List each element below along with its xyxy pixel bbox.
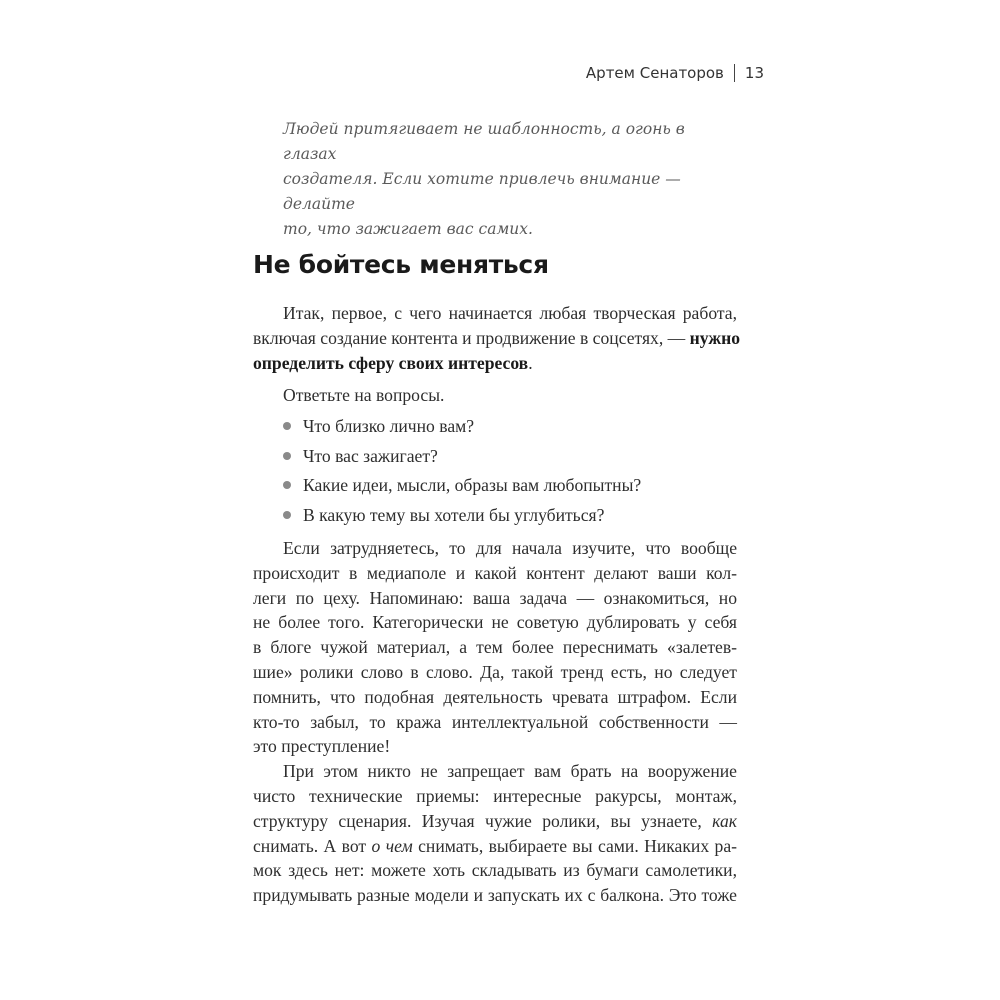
text-span: не более того. Категорически не советую дублировать у себя: [253, 612, 737, 633]
text-span: Итак, первое, с чего начинается любая творческая работа,: [283, 303, 737, 323]
bold-text: определить сферу своих интересов: [253, 353, 529, 373]
header-divider: [734, 64, 735, 82]
section-title: Не бойтесь меняться: [253, 250, 549, 279]
text-span: в блоге чужой материал, а тем более переснимать «залетев-: [253, 637, 737, 658]
text-span: кто-то забыл, то кража интеллектуальной собственности —: [253, 711, 737, 732]
text-line: [253, 734, 737, 759]
italic-text: как: [712, 810, 737, 831]
text-line: [253, 809, 737, 834]
text-line: [253, 685, 737, 710]
text-line: [253, 710, 737, 735]
text-span: структуру сценария. Изучая чужие ролики, вы узнаете,: [253, 810, 713, 831]
italic-text: о чем: [371, 835, 413, 856]
list-item: [277, 473, 641, 503]
quote-line: создателя. Если хотите привлечь внимание — делайте: [283, 170, 681, 213]
list-item-text: Что вас зажигает?: [303, 445, 438, 466]
text-line: [253, 759, 737, 784]
text-line: [253, 561, 737, 586]
text-span: леги по цеху. Напоминаю: ваша задача — ознакомиться, но: [253, 587, 737, 608]
text-line: [253, 883, 737, 908]
bullet-icon: [283, 422, 291, 430]
text-span: придумывать разные модели и запускать их с балкона. Это тоже: [253, 885, 737, 906]
author-name: Артем Сенаторов: [585, 64, 724, 82]
text-span: это преступление!: [253, 736, 391, 757]
bullet-icon: [283, 481, 291, 489]
text-line: [253, 635, 737, 660]
quote-line: Людей притягивает не шаблонность, а огонь в глазах: [283, 120, 685, 163]
text-span: шие» ролики слово в слово. Да, такой тренд есть, но следует: [253, 661, 737, 682]
text-span: Если затрудняетесь, то для начала изучите, что вообще: [283, 538, 737, 558]
text-span: включая создание контента и продвижение в соцсетях, —: [253, 328, 690, 348]
text-line: [253, 301, 737, 326]
text-line: [253, 326, 741, 351]
running-header: [586, 64, 764, 82]
bold-text: нужно: [689, 328, 741, 348]
page-number: 13: [744, 64, 764, 82]
text-span: снимать, выбираете вы сами. Никаких ра-: [412, 835, 737, 856]
text-span: .: [528, 353, 533, 373]
list-item-text: В какую тему вы хотели бы углубиться?: [303, 505, 605, 526]
questions-intro-text: Ответьте на вопросы.: [283, 385, 445, 405]
text-span: При этом никто не запрещает вам брать на вооружение: [283, 761, 737, 782]
list-item: [277, 503, 641, 533]
text-line: [253, 834, 737, 859]
list-item-text: Что близко лично вам?: [303, 416, 475, 436]
questions-list: [277, 414, 641, 533]
text-line: [253, 351, 737, 376]
questions-intro: [253, 383, 737, 408]
text-span: снимать. А вот: [253, 835, 372, 856]
text-span: происходит в медиаполе и какой контент делают ваши кол-: [253, 562, 737, 583]
body-text: [253, 536, 737, 908]
list-item: [277, 414, 641, 444]
text-line: [253, 610, 737, 635]
quote-line: то, что зажигает вас самих.: [283, 220, 533, 238]
text-line: [253, 536, 737, 561]
text-line: [253, 660, 737, 685]
text-line: [253, 586, 737, 611]
text-span: чисто технические приемы: интересные ракурсы, монтаж,: [253, 785, 737, 806]
text-span: помнить, что подобная деятельность чревата штрафом. Если: [253, 686, 737, 707]
list-item: [277, 444, 641, 474]
bullet-icon: [283, 511, 291, 519]
epigraph-quote: [283, 117, 723, 242]
bullet-icon: [283, 452, 291, 460]
text-line: [253, 784, 737, 809]
paragraph-intro: [253, 301, 741, 376]
text-span: мок здесь нет: можете хоть складывать из бумаги самолетики,: [253, 860, 737, 881]
text-line: [253, 858, 737, 883]
list-item-text: Какие идеи, мысли, образы вам любопытны?: [303, 475, 642, 496]
